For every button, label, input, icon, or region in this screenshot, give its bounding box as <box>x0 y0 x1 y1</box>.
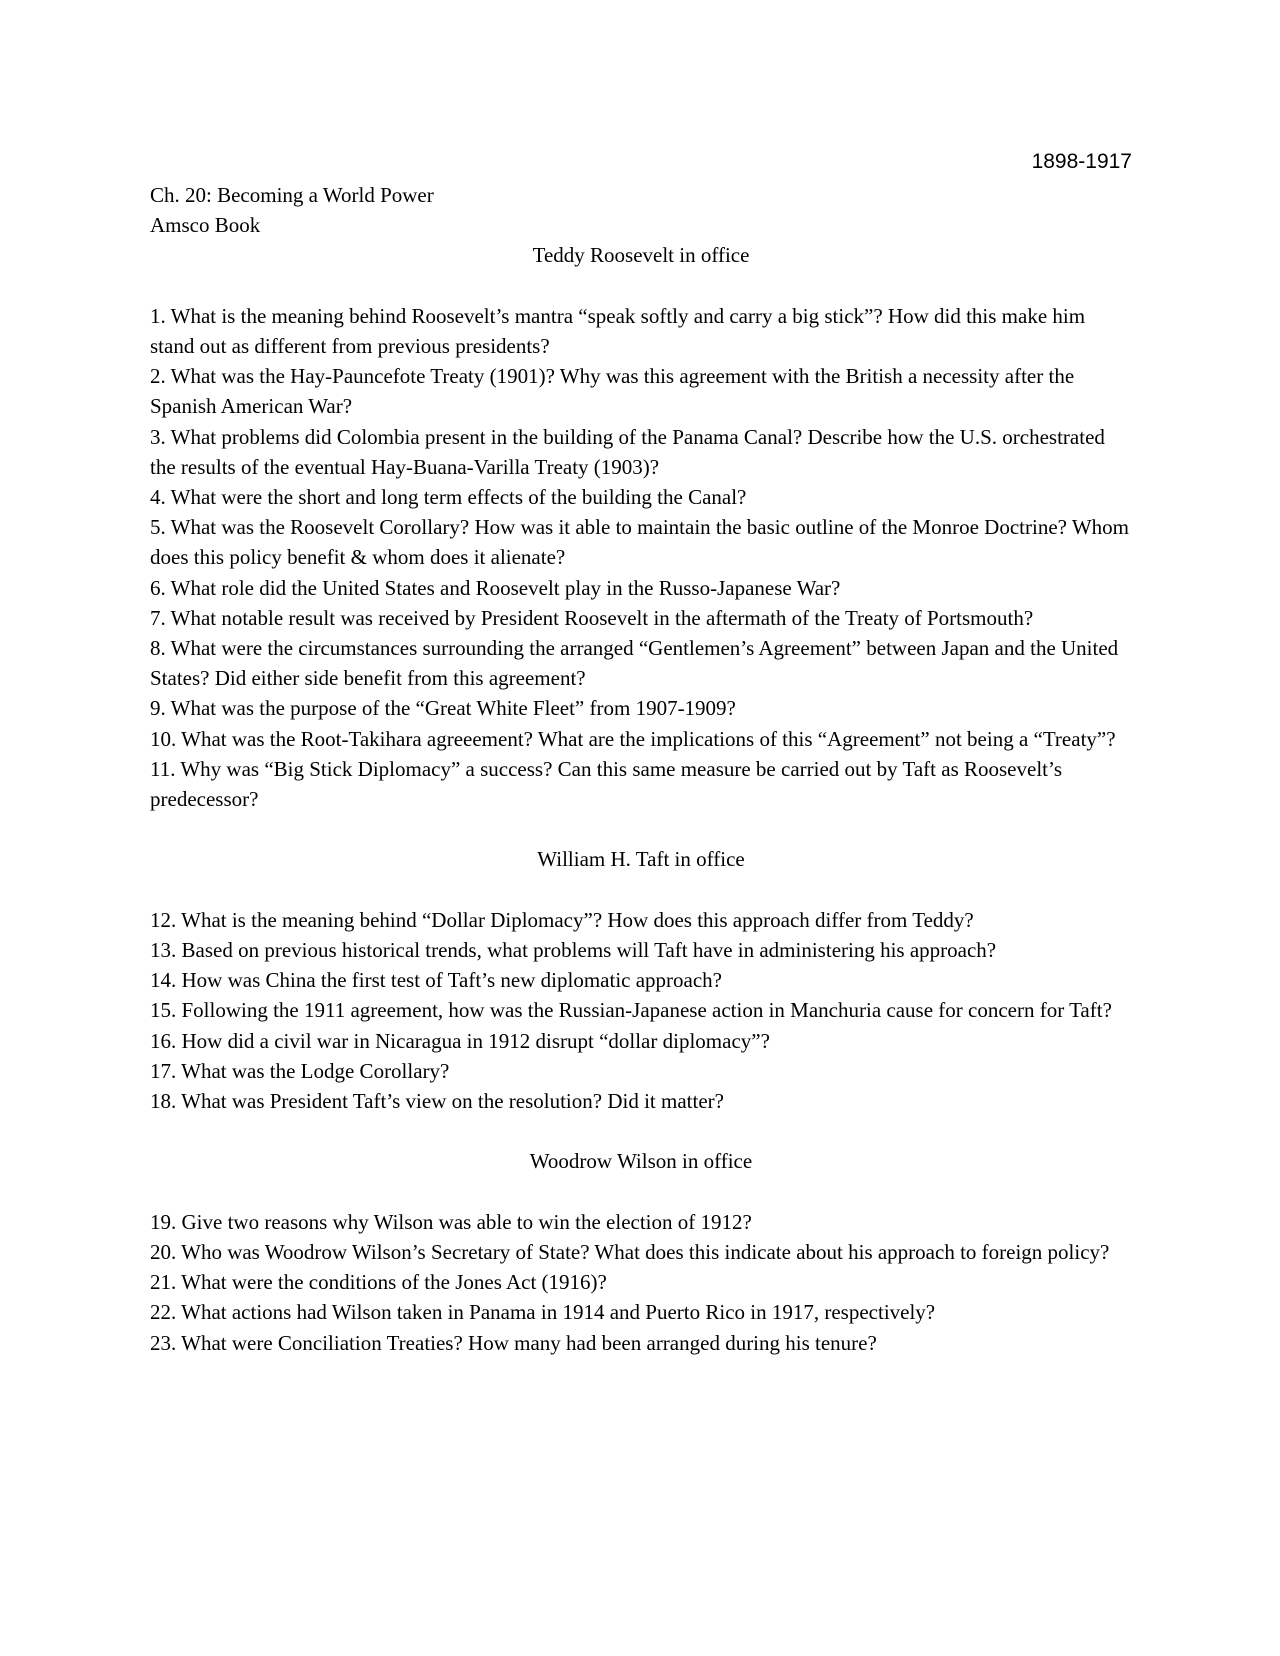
spacer <box>150 875 1132 905</box>
question-item: 6. What role did the United States and Roosevelt play in the Russo-Japanese War? <box>150 575 841 600</box>
question-item: 8. What were the circumstances surrounding the arranged “Gentlemen’s Agreement” between Japan and the United States? Did either side benefit from this agreement? <box>150 636 1119 691</box>
section-heading-wilson: Woodrow Wilson in office <box>529 1149 753 1174</box>
question-item: 20. Who was Woodrow Wilson’s Secretary of State? What does this indicate about his approach to foreign policy? <box>150 1240 1110 1265</box>
question-item: 4. What were the short and long term effects of the building the Canal? <box>150 485 747 510</box>
question-item: 16. How did a civil war in Nicaragua in 1912 disrupt “dollar diplomacy”? <box>150 1028 770 1053</box>
spacer <box>150 1177 1132 1207</box>
book-title: Amsco Book <box>150 213 261 238</box>
spacer <box>150 814 1132 844</box>
question-item: 5. What was the Roosevelt Corollary? How was it able to maintain the basic outline of the Monroe Doctrine? Whom does this policy benefit & whom does it alienate? <box>150 515 1129 570</box>
question-item: 19. Give two reasons why Wilson was able to win the election of 1912? <box>150 1209 752 1234</box>
question-item: 21. What were the conditions of the Jones Act (1916)? <box>150 1270 607 1295</box>
question-item: 17. What was the Lodge Corollary? <box>150 1058 450 1083</box>
question-item: 23. What were Conciliation Treaties? How many had been arranged during his tenure? <box>150 1330 877 1355</box>
section-heading-roosevelt: Teddy Roosevelt in office <box>532 243 750 268</box>
question-item: 14. How was China the first test of Taft’s new diplomatic approach? <box>150 968 723 993</box>
question-item: 3. What problems did Colombia present in the building of the Panama Canal? Describe how the U.S. orchestrated the results of the eventual Hay-Buana-Varilla Treaty (1903)? <box>150 424 1105 479</box>
question-item: 15. Following the 1911 agreement, how was the Russian-Japanese action in Manchuria cause for concern for Taft? <box>150 998 1112 1023</box>
date-range: 1898-1917 <box>1031 150 1132 173</box>
question-item: 2. What was the Hay-Pauncefote Treaty (1901)? Why was this agreement with the British a necessity after the Spanish American War? <box>150 364 1075 419</box>
question-item: 7. What notable result was received by President Roosevelt in the aftermath of the Treaty of Portsmouth? <box>150 605 1034 630</box>
question-item: 9. What was the purpose of the “Great White Fleet” from 1907-1909? <box>150 696 736 721</box>
question-item: 1. What is the meaning behind Roosevelt’s mantra “speak softly and carry a big stick”? How did this make him stand out as different from previous presidents? <box>150 303 1086 358</box>
question-item: 22. What actions had Wilson taken in Panama in 1914 and Puerto Rico in 1917, respectively? <box>150 1300 936 1325</box>
chapter-title: Ch. 20: Becoming a World Power <box>150 183 434 207</box>
question-list-roosevelt <box>150 301 1132 814</box>
section-heading-taft: William H. Taft in office <box>537 847 745 872</box>
question-item: 10. What was the Root-Takihara agreeement? What are the implications of this “Agreement” not being a “Treaty”? <box>150 726 1116 751</box>
spacer <box>150 1116 1132 1146</box>
question-item: 11. Why was “Big Stick Diplomacy” a success? Can this same measure be carried out by Taft as Roosevelt’s predecessor? <box>150 756 1062 812</box>
question-list-wilson <box>150 1207 1132 1358</box>
document-body <box>150 180 1132 1358</box>
question-list-taft <box>150 905 1132 1116</box>
question-item: 18. What was President Taft’s view on the resolution? Did it matter? <box>150 1089 724 1114</box>
question-item: 13. Based on previous historical trends, what problems will Taft have in administering his approach? <box>150 938 997 963</box>
question-item: 12. What is the meaning behind “Dollar Diplomacy”? How does this approach differ from Teddy? <box>150 907 974 932</box>
spacer <box>150 271 1132 301</box>
